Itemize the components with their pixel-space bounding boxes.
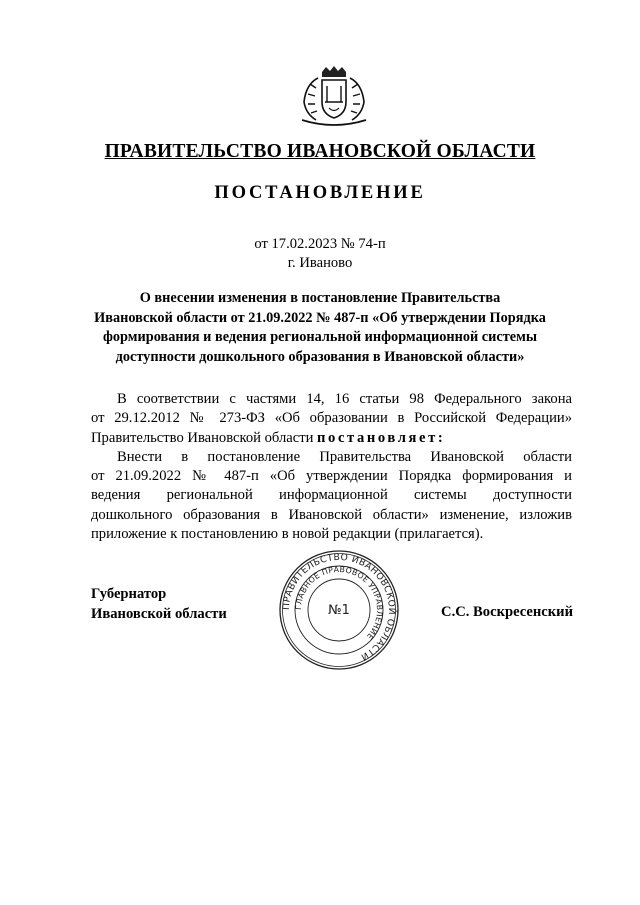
subject-line: Ивановской области от 21.09.2022 № 487-п «Об утверждении Порядка xyxy=(94,309,546,326)
body-line: от 21.09.2022 № 487-п «Об утверждении Порядка формирования и xyxy=(91,468,572,485)
body-line-resolution xyxy=(91,429,572,448)
document-type: ПОСТАНОВЛЕНИЕ xyxy=(214,183,426,203)
body-line: приложение к постановлению в новой редакции (прилагается). xyxy=(91,526,484,543)
signatory-title-line: Ивановской области xyxy=(91,605,227,622)
stamp-inner-text-path: ГЛАВНОЕ ПРАВОВОЕ УПРАВЛЕНИЕ xyxy=(293,564,385,642)
subject-line: О внесении изменения в постановление Правительства xyxy=(139,290,501,306)
document-subject xyxy=(86,289,554,367)
signatory-title-line: Губернатор xyxy=(91,586,167,602)
document-city: г. Иваново xyxy=(287,255,353,271)
resolution-keyword: постановляет: xyxy=(317,429,446,446)
government-title: ПРАВИТЕЛЬСТВО ИВАНОВСКОЙ ОБЛАСТИ xyxy=(104,141,536,162)
body-line: Внести в постановление Правительства Ивановской области xyxy=(117,448,572,465)
body-text-fragment: Правительство Ивановской области xyxy=(91,429,314,446)
body-line: от 29.12.2012 № 273-ФЗ «Об образовании в Российской Федерации» xyxy=(91,410,572,427)
signatory-name: С.С. Воскресенский xyxy=(441,604,573,620)
body-line: В соответствии с частями 14, 16 статьи 98 Федерального закона xyxy=(117,391,572,407)
document-body xyxy=(91,390,572,544)
body-line: дошкольного образования в Ивановской области» изменение, изложив xyxy=(91,506,572,523)
stamp-outer-text-path: ПРАВИТЕЛЬСТВО ИВАНОВСКОЙ ОБЛАСТИ xyxy=(280,551,398,663)
official-stamp xyxy=(278,549,400,671)
stamp-number: №1 xyxy=(328,603,350,618)
coat-of-arms-icon xyxy=(296,64,372,128)
subject-line: доступности дошкольного образования в Ивановской области» xyxy=(115,348,525,365)
document-date-number: от 17.02.2023 № 74-п xyxy=(254,236,386,252)
subject-line: формирования и ведения региональной информационной системы xyxy=(103,329,537,345)
signatory-title xyxy=(91,585,227,624)
body-line: ведения региональной информационной системы доступности xyxy=(91,487,572,504)
